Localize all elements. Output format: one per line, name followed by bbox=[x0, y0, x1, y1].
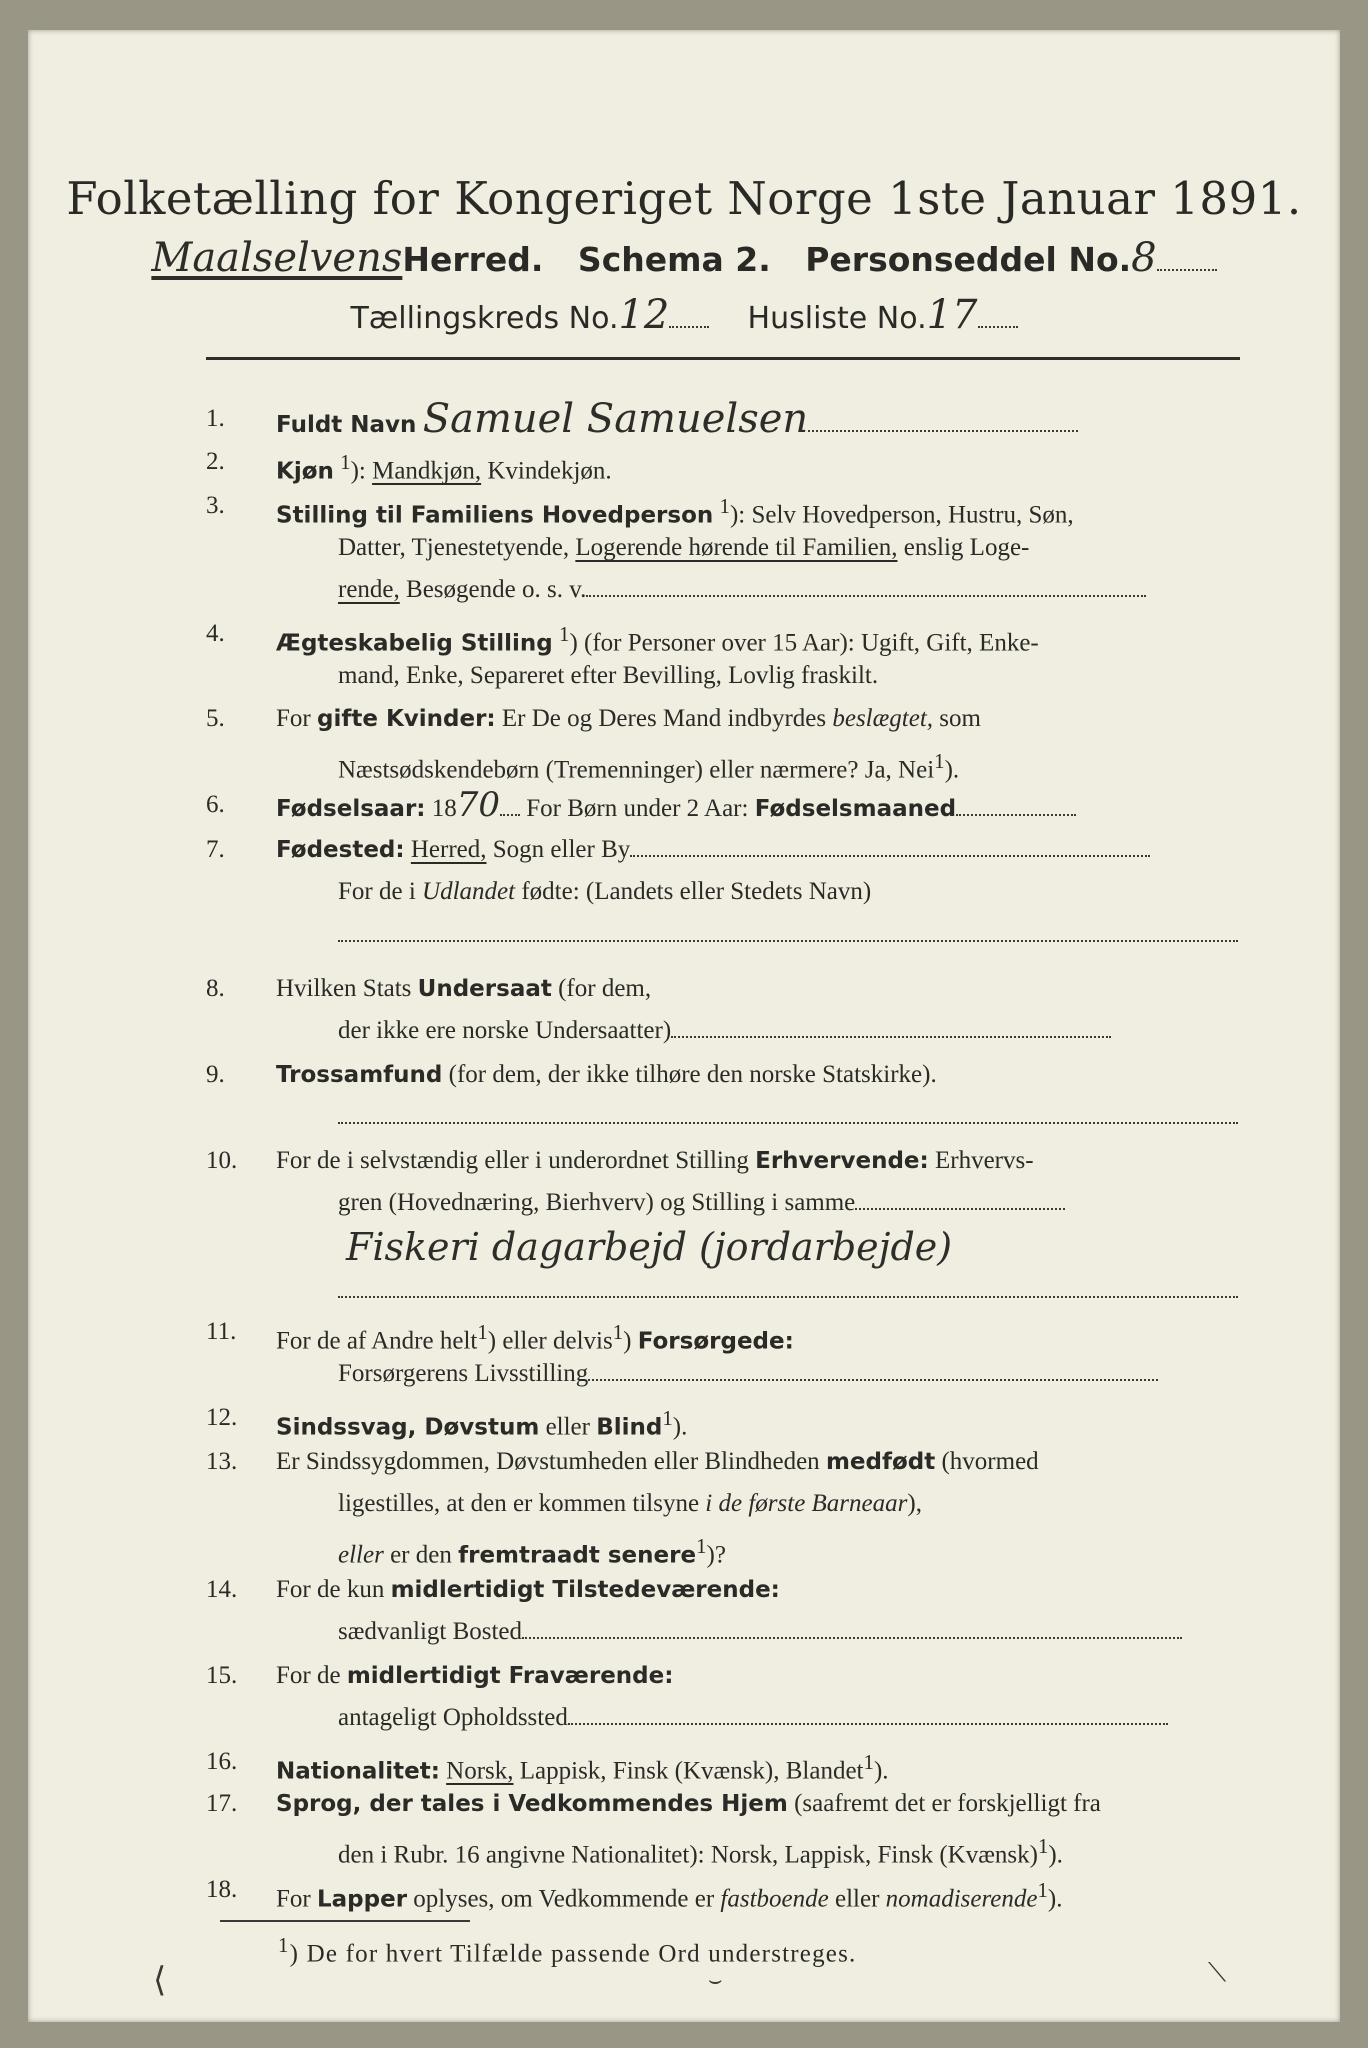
item-number: 7. bbox=[206, 836, 225, 863]
footnote-ref: 1 bbox=[1037, 1878, 1048, 1902]
item-label: Ægteskabelig Stilling bbox=[276, 630, 553, 657]
item-number: 11. bbox=[206, 1318, 237, 1345]
item-text: For Børn under 2 Aar: bbox=[520, 795, 755, 822]
footnote-ref: 1 bbox=[719, 494, 730, 518]
item-text: ). bbox=[944, 756, 960, 784]
header-rule bbox=[206, 357, 1240, 360]
item-text: der ikke ere norske Undersaatter) bbox=[338, 1017, 672, 1044]
item-number: 6. bbox=[206, 791, 225, 818]
item-number: 13. bbox=[206, 1448, 238, 1475]
dotted-fill bbox=[1157, 268, 1217, 271]
underlined-option: Logerende hørende til Familien, bbox=[575, 534, 898, 561]
item-text: antageligt Opholdssted bbox=[338, 1704, 568, 1731]
item-text: (for dem, der ikke tilhøre den norske Statskirke). bbox=[442, 1061, 937, 1088]
item-text: Næstsødskendebørn (Tremenninger) eller nærmere? Ja, Nei bbox=[338, 756, 935, 784]
item-label: Fødselsaar: bbox=[276, 796, 426, 822]
dotted-fill bbox=[588, 1378, 1158, 1381]
item-text: Lappisk, Finsk (Kvænsk), Blandet bbox=[513, 1757, 864, 1785]
item-text: (saafremt det er forskjelligt fra bbox=[787, 1790, 1101, 1817]
husliste-label: Husliste No. bbox=[747, 301, 927, 336]
schema-label: Schema 2. bbox=[577, 240, 771, 279]
item-label: fremtraadt senere bbox=[458, 1542, 697, 1569]
dotted-fill bbox=[671, 1035, 1111, 1038]
item-number: 1. bbox=[206, 405, 225, 432]
item-text: ). bbox=[672, 1413, 688, 1441]
footnote-ref: 1 bbox=[477, 1320, 488, 1344]
underlined-option: Norsk, bbox=[446, 1757, 514, 1785]
footnote-ref: 1 bbox=[696, 1534, 707, 1558]
item-text: ). bbox=[1048, 1841, 1063, 1869]
item-label: gifte Kvinder: bbox=[316, 706, 496, 732]
item-number: 18. bbox=[206, 1876, 238, 1903]
item-text: For de af Andre helt bbox=[276, 1327, 478, 1355]
name-handwritten: Samuel Samuelsen bbox=[422, 396, 809, 442]
kreds-label: Tællingskreds No. bbox=[350, 301, 619, 336]
item-label: Blind bbox=[596, 1414, 663, 1441]
item-text: fastboende bbox=[720, 1885, 829, 1913]
item-text: er den bbox=[383, 1541, 459, 1569]
item-text: For de i selvstændig eller i underordnet Stilling bbox=[276, 1147, 756, 1174]
item-number: 9. bbox=[206, 1061, 225, 1088]
item-text: eller bbox=[338, 1541, 384, 1569]
item-text: ) eller delvis bbox=[487, 1327, 613, 1355]
personseddel-handwritten: 8 bbox=[1131, 235, 1157, 281]
item-text: beslægtet, bbox=[832, 705, 934, 732]
item-text: For de kun bbox=[276, 1576, 391, 1603]
footnote bbox=[278, 1933, 856, 1968]
item-text: enslig Loge- bbox=[897, 534, 1030, 561]
dotted-fill bbox=[338, 1295, 1238, 1298]
item-text: (hvormed bbox=[935, 1448, 1039, 1475]
footnote-text: ) De for hvert Tilfælde passende Ord understreges. bbox=[289, 1940, 857, 1968]
underlined-option: rende, bbox=[338, 576, 400, 603]
item-label: Fødested: bbox=[276, 837, 405, 863]
item-label: Kjøn bbox=[276, 458, 334, 485]
item-label: midlertidigt Fraværende: bbox=[346, 1663, 674, 1689]
occupation-handwritten: Fiskeri dagarbejd (jordarbejde) bbox=[346, 1225, 953, 1269]
form-title: Folketælling for Kongeriget Norge 1ste Januar 1891. bbox=[66, 172, 1302, 225]
item-text: Hvilken Stats bbox=[276, 975, 418, 1002]
footnote-ref: 1 bbox=[278, 1933, 290, 1957]
item-text: i de første Barneaar bbox=[705, 1490, 908, 1517]
item-label: Sprog, der tales i Vedkommendes Hjem bbox=[276, 1791, 788, 1817]
item-text: Er De og Deres Mand indbyrdes bbox=[495, 705, 833, 732]
footnote-ref: 1 bbox=[1037, 1834, 1049, 1858]
item-text: For bbox=[276, 1885, 317, 1913]
dotted-fill bbox=[630, 854, 1150, 857]
item-label: Stilling til Familiens Hovedperson bbox=[276, 502, 714, 529]
herred-line bbox=[28, 235, 1340, 281]
item-number: 16. bbox=[206, 1748, 238, 1775]
item-text: som bbox=[933, 705, 981, 732]
item-text: Sogn eller By bbox=[486, 836, 631, 863]
footnote-ref: 1 bbox=[612, 1320, 624, 1344]
item-text: ). bbox=[873, 1757, 889, 1785]
dotted-fill bbox=[586, 594, 1146, 597]
underlined-option: Herred, bbox=[410, 836, 487, 863]
footnote-ref: 1 bbox=[340, 450, 351, 474]
dotted-fill bbox=[568, 1722, 1168, 1725]
item-number: 15. bbox=[206, 1662, 238, 1689]
center-mark-icon: ⌣ bbox=[708, 1968, 723, 1993]
item-number: 17. bbox=[206, 1790, 238, 1817]
dotted-fill bbox=[956, 813, 1076, 816]
item-label: Trossamfund bbox=[276, 1062, 443, 1088]
item-label: Undersaat bbox=[417, 976, 552, 1002]
item-label: Nationalitet: bbox=[276, 1758, 440, 1785]
item-number: 5. bbox=[206, 705, 225, 732]
kreds-line bbox=[28, 292, 1340, 338]
item-number: 2. bbox=[206, 448, 225, 475]
item-text: Kvindekjøn. bbox=[481, 457, 612, 485]
item-text: Udlandet bbox=[422, 878, 516, 905]
item-text: 18 bbox=[425, 795, 457, 822]
item-text: sædvanligt Bosted bbox=[338, 1618, 523, 1645]
item-label: medfødt bbox=[825, 1449, 936, 1475]
corner-mark-icon: ⟍ bbox=[1208, 1958, 1227, 1988]
dotted-fill bbox=[978, 325, 1018, 328]
item-label: Erhvervende: bbox=[755, 1148, 929, 1174]
item-text: oplyses, om Vedkommende er bbox=[407, 1885, 721, 1913]
item-text: Erhvervs- bbox=[928, 1147, 1034, 1174]
item-text: Datter, Tjenestetyende, bbox=[338, 534, 576, 561]
item-text: mand, Enke, Separeret efter Bevilling, Lovlig fraskilt. bbox=[338, 662, 879, 689]
herred-label: Herred. bbox=[402, 240, 544, 279]
item-text: den i Rubr. 16 angivne Nationalitet): Norsk, Lappisk, Finsk (Kvænsk) bbox=[338, 1841, 1038, 1869]
census-form-sheet bbox=[28, 30, 1340, 2022]
item-text: fødte: (Landets eller Stedets Navn) bbox=[515, 878, 872, 905]
item-text: ) bbox=[623, 1327, 638, 1355]
item-number: 12. bbox=[206, 1404, 238, 1431]
item-text: ). bbox=[1047, 1885, 1063, 1913]
item-number: 14. bbox=[206, 1576, 238, 1603]
item-label: midlertidigt Tilstedeværende: bbox=[390, 1577, 780, 1603]
dotted-fill bbox=[500, 813, 520, 816]
item-label: Sindssvag, Døvstum bbox=[276, 1414, 540, 1441]
item-label: Lapper bbox=[316, 1886, 408, 1913]
item-label: Fødselsmaaned bbox=[754, 796, 957, 822]
item-text: ) (for Personer over 15 Aar): Ugift, Gift, Enke- bbox=[569, 629, 1039, 657]
dotted-fill bbox=[522, 1636, 1182, 1639]
item-text: For de i bbox=[338, 878, 423, 905]
item-text: gren (Hovednæring, Bierhverv) og Stilling i samme bbox=[338, 1189, 856, 1216]
dotted-fill bbox=[338, 1121, 1238, 1124]
item-text: Forsørgerens Livsstilling bbox=[338, 1360, 589, 1387]
item-text: ), bbox=[907, 1490, 922, 1517]
underlined-option: Mandkjøn, bbox=[372, 457, 482, 485]
item-text: For bbox=[276, 705, 317, 732]
kreds-handwritten: 12 bbox=[618, 292, 670, 338]
item-text: Er Sindssygdommen, Døvstumheden eller Blindheden bbox=[276, 1448, 826, 1475]
item-text: )? bbox=[706, 1541, 726, 1569]
item-text: ): Selv Hovedperson, Hustru, Søn, bbox=[729, 501, 1074, 529]
footnote-ref: 1 bbox=[662, 1406, 673, 1430]
birthyear-handwritten: 70 bbox=[456, 785, 501, 825]
item-text: ligestilles, at den er kommen tilsyne bbox=[338, 1490, 706, 1517]
item-number: 4. bbox=[206, 620, 225, 647]
item-label: Forsørgede: bbox=[637, 1328, 794, 1355]
dotted-fill bbox=[808, 429, 1078, 432]
item-label: Fuldt Navn bbox=[276, 412, 417, 438]
item-text: nomadiserende bbox=[885, 1885, 1038, 1913]
footnote-ref: 1 bbox=[559, 622, 570, 646]
item-text: ): bbox=[350, 457, 373, 485]
item-text: eller bbox=[828, 1885, 886, 1913]
item-number: 3. bbox=[206, 492, 225, 519]
footnote-ref: 1 bbox=[934, 749, 945, 773]
item-text: For de bbox=[276, 1662, 347, 1689]
item-number: 10. bbox=[206, 1147, 238, 1174]
dotted-fill bbox=[669, 325, 709, 328]
husliste-handwritten: 17 bbox=[926, 292, 978, 338]
item-text: Besøgende o. s. v. bbox=[399, 576, 587, 603]
item-text: (for dem, bbox=[551, 975, 652, 1002]
corner-mark-icon: ⟨ bbox=[153, 1960, 167, 2000]
item-text: eller bbox=[539, 1413, 597, 1441]
footnote-rule bbox=[220, 1920, 470, 1922]
personseddel-label: Personseddel No. bbox=[805, 240, 1132, 279]
herred-handwritten: Maalselvens bbox=[151, 235, 403, 281]
dotted-fill bbox=[338, 939, 1238, 942]
footnote-ref: 1 bbox=[863, 1750, 874, 1774]
dotted-fill bbox=[855, 1207, 1065, 1210]
item-number: 8. bbox=[206, 975, 225, 1002]
